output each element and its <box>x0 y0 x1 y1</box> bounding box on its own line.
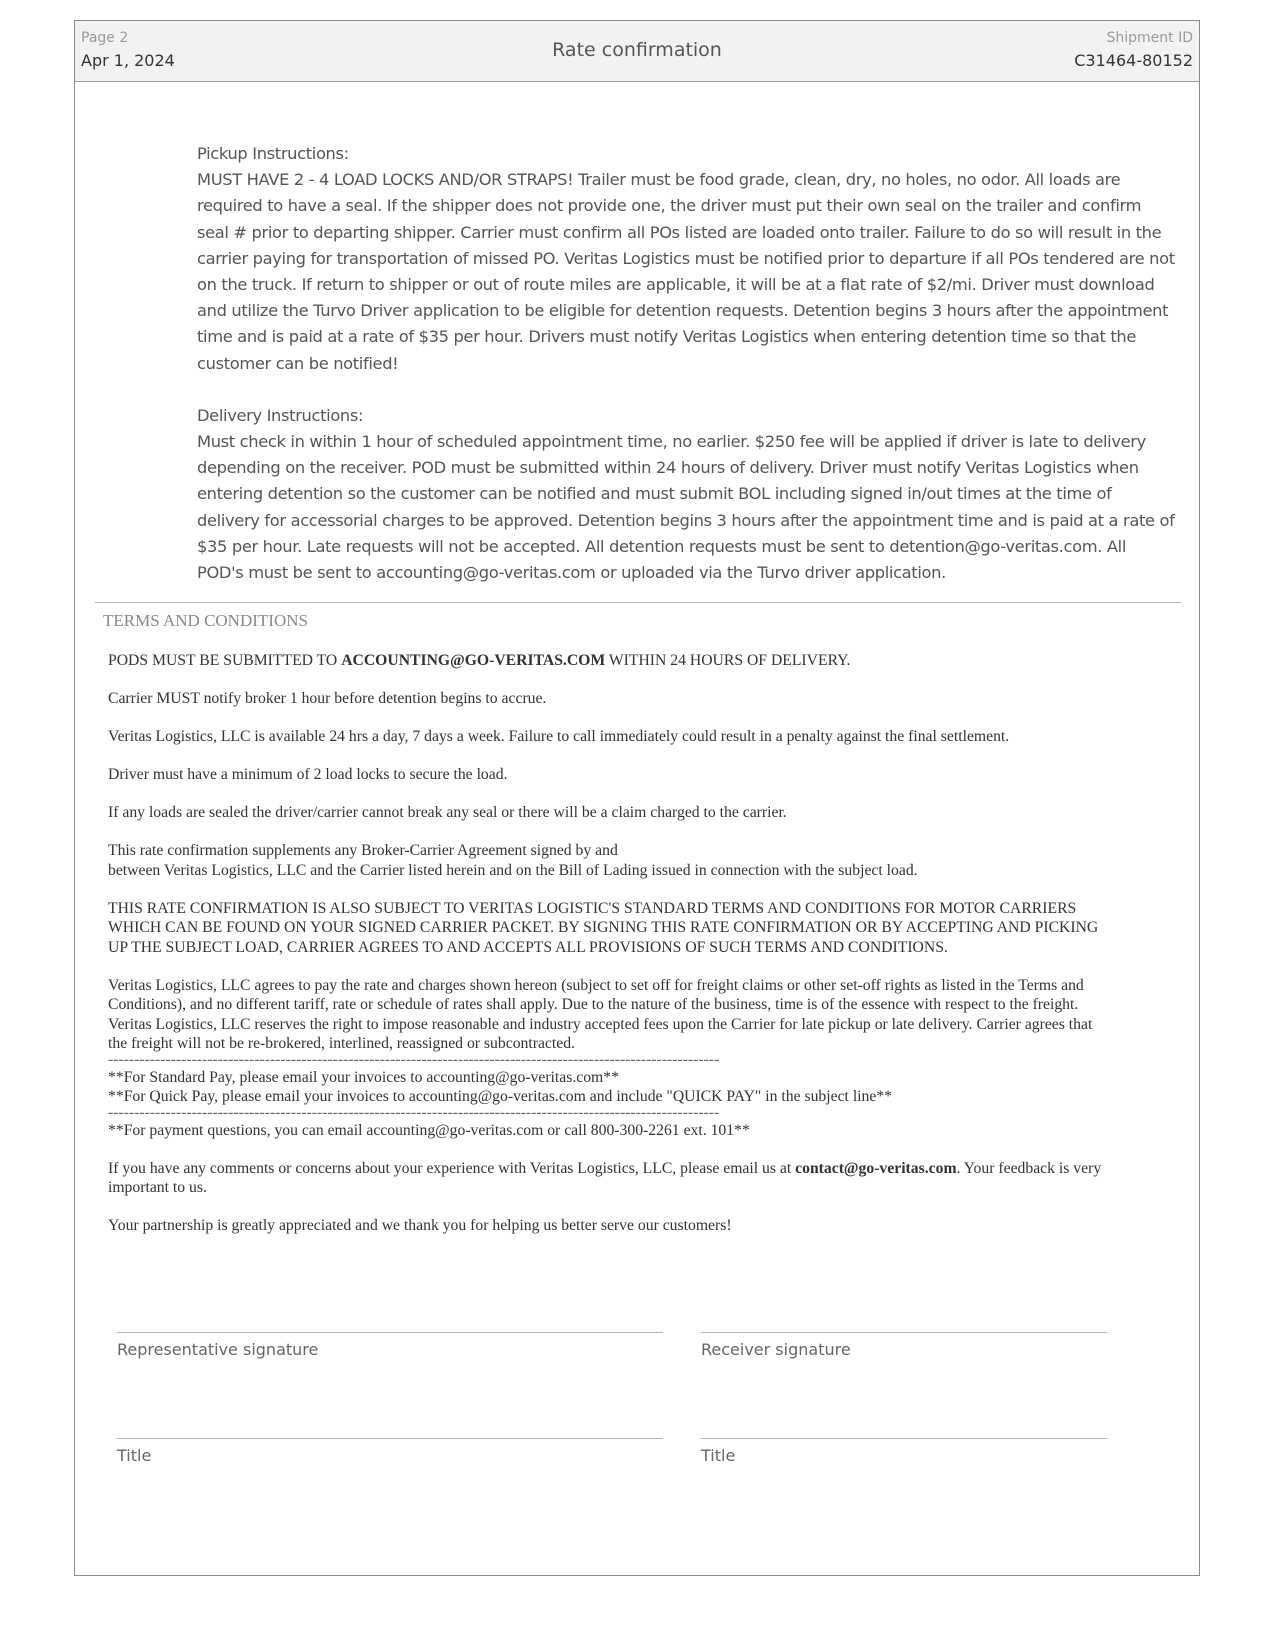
availability-notice: Veritas Logistics, LLC is available 24 hrs a day, 7 days a week. Failure to call immediately could result in a penalty against the final settlement. <box>108 728 1010 745</box>
receiver-signature-line[interactable] <box>701 1332 1107 1333</box>
rep-signature-line[interactable] <box>117 1332 663 1333</box>
supplement-line-2: between Veritas Logistics, LLC and the Carrier listed herein and on the Bill of Lading issued in connection with the subject load. <box>108 861 918 879</box>
pods-prefix: PODS MUST BE SUBMITTED TO <box>108 652 342 669</box>
supplement-notice <box>108 841 1108 880</box>
shipment-id: C31464-80152 <box>1074 51 1193 70</box>
document-date: Apr 1, 2024 <box>81 51 175 70</box>
receiver-signature-label: Receiver signature <box>701 1340 851 1359</box>
page-title: Rate confirmation <box>552 39 722 61</box>
receiver-title-line[interactable] <box>701 1438 1107 1439</box>
payment-questions-note: **For payment questions, you can email accounting@go-veritas.com or call 800-300-2261 ext. 101** <box>108 1121 750 1139</box>
terms-section <box>108 651 1108 1254</box>
payment-terms: Veritas Logistics, LLC agrees to pay the rate and charges shown hereon (subject to set off for freight claims or other set-off rights as listed in the Terms and Conditions), and no different tariff, rate or schedule of rates shall apply. Due to the nature of the business, time is of the essence with respect to the freight. Veritas Logistics, LLC reserves the right to impose reasonable and industry accepted fees upon the Carrier for late pickup or late delivery. Carrier agrees that the freight will not be re-brokered, interlined, reassigned or subcontracted. <box>108 976 1093 1052</box>
instructions-section <box>197 141 1177 586</box>
standard-pay-note: **For Standard Pay, please email your invoices to accounting@go-veritas.com** <box>108 1068 619 1086</box>
seals-notice: If any loads are sealed the driver/carrier cannot break any seal or there will be a claim charged to the carrier. <box>108 804 787 821</box>
comments-suffix: . Your feedback is very important to us. <box>108 1159 1102 1196</box>
rep-title-label: Title <box>117 1446 152 1465</box>
delivery-text: Must check in within 1 hour of scheduled appointment time, no earlier. $250 fee will be applied if driver is late to delivery depending on the receiver. POD must be submitted within 24 hours of delivery. Driver must notify Veritas Logistics when entering detention so the customer can be notified and must submit BOL including signed in/out times at the time of delivery for accessorial charges to be approved. Detention begins 3 hours after the appointment time and is paid at a rate of $35 per hour. Late requests will not be accepted. All detention requests must be sent to detention@go-veritas.com. All POD's must be sent to accounting@go-veritas.com or uploaded via the Turvo driver application. <box>197 432 1175 583</box>
rep-signature-label: Representative signature <box>117 1340 319 1359</box>
pods-suffix: WITHIN 24 HOURS OF DELIVERY. <box>605 652 851 669</box>
delivery-instructions <box>197 403 1177 586</box>
section-divider <box>95 602 1181 603</box>
document-page <box>74 20 1200 1576</box>
comments-note <box>108 1159 1108 1198</box>
shipment-id-label: Shipment ID <box>1106 30 1193 46</box>
load-locks-notice: Driver must have a minimum of 2 load locks to secure the load. <box>108 766 508 783</box>
rep-title-line[interactable] <box>117 1438 663 1439</box>
dashed-divider: --------------------------------------------------------------------------------------------------------------------- <box>108 1053 720 1068</box>
standard-terms-notice: THIS RATE CONFIRMATION IS ALSO SUBJECT TO VERITAS LOGISTIC'S STANDARD TERMS AND CONDITIONS FOR MOTOR CARRIERS WHICH CAN BE FOUND ON YOUR SIGNED CARRIER PACKET. BY SIGNING THIS RATE CONFIRMATION OR BY ACCEPTING AND PICKING UP THE SUBJECT LOAD, CARRIER AGREES TO AND ACCEPTS ALL PROVISIONS OF SUCH TERMS AND CONDITIONS. <box>108 899 1099 956</box>
page-number: Page 2 <box>81 30 129 46</box>
pickup-instructions <box>197 141 1177 377</box>
detention-notice: Carrier MUST notify broker 1 hour before detention begins to accrue. <box>108 690 547 707</box>
terms-heading: TERMS AND CONDITIONS <box>103 611 308 630</box>
contact-email: contact@go-veritas.com <box>795 1159 957 1177</box>
pickup-text: MUST HAVE 2 - 4 LOAD LOCKS AND/OR STRAPS! Trailer must be food grade, clean, dry, no holes, no odor. All loads are required to have a seal. If the shipper does not provide one, the driver must put their own seal on the trailer and confirm seal # prior to departing shipper. Carrier must confirm all POs listed are loaded onto trailer. Failure to do so will result in the carrier paying for transportation of missed PO. Veritas Logistics must be notified prior to departure if all POs tendered are not on the truck. If return to shipper or out of route miles are applicable, it will be at a flat rate of $2/mi. Driver must download and utilize the Turvo Driver application to be eligible for detention requests. Detention begins 3 hours after the appointment time and is paid at a rate of $35 per hour. Drivers must notify Veritas Logistics when entering detention time so that the customer can be notified! <box>197 170 1175 373</box>
pickup-heading: Pickup Instructions: <box>197 144 349 163</box>
comments-prefix: If you have any comments or concerns about your experience with Veritas Logistics, LLC, please email us at <box>108 1159 796 1177</box>
delivery-heading: Delivery Instructions: <box>197 405 364 425</box>
page-header <box>75 21 1199 82</box>
receiver-title-label: Title <box>701 1446 736 1465</box>
quick-pay-note: **For Quick Pay, please email your invoices to accounting@go-veritas.com and include "QUICK PAY" in the subject line** <box>108 1088 893 1105</box>
thanks-note: Your partnership is greatly appreciated and we thank you for helping us better serve our customers! <box>108 1217 732 1234</box>
pods-notice <box>108 651 1108 671</box>
supplement-line-1: This rate confirmation supplements any Broker-Carrier Agreement signed by and <box>108 842 618 859</box>
header-right <box>1074 29 1193 72</box>
dashed-divider: --------------------------------------------------------------------------------------------------------------------- <box>108 1106 720 1121</box>
pods-email: ACCOUNTING@GO-VERITAS.COM <box>341 652 606 669</box>
